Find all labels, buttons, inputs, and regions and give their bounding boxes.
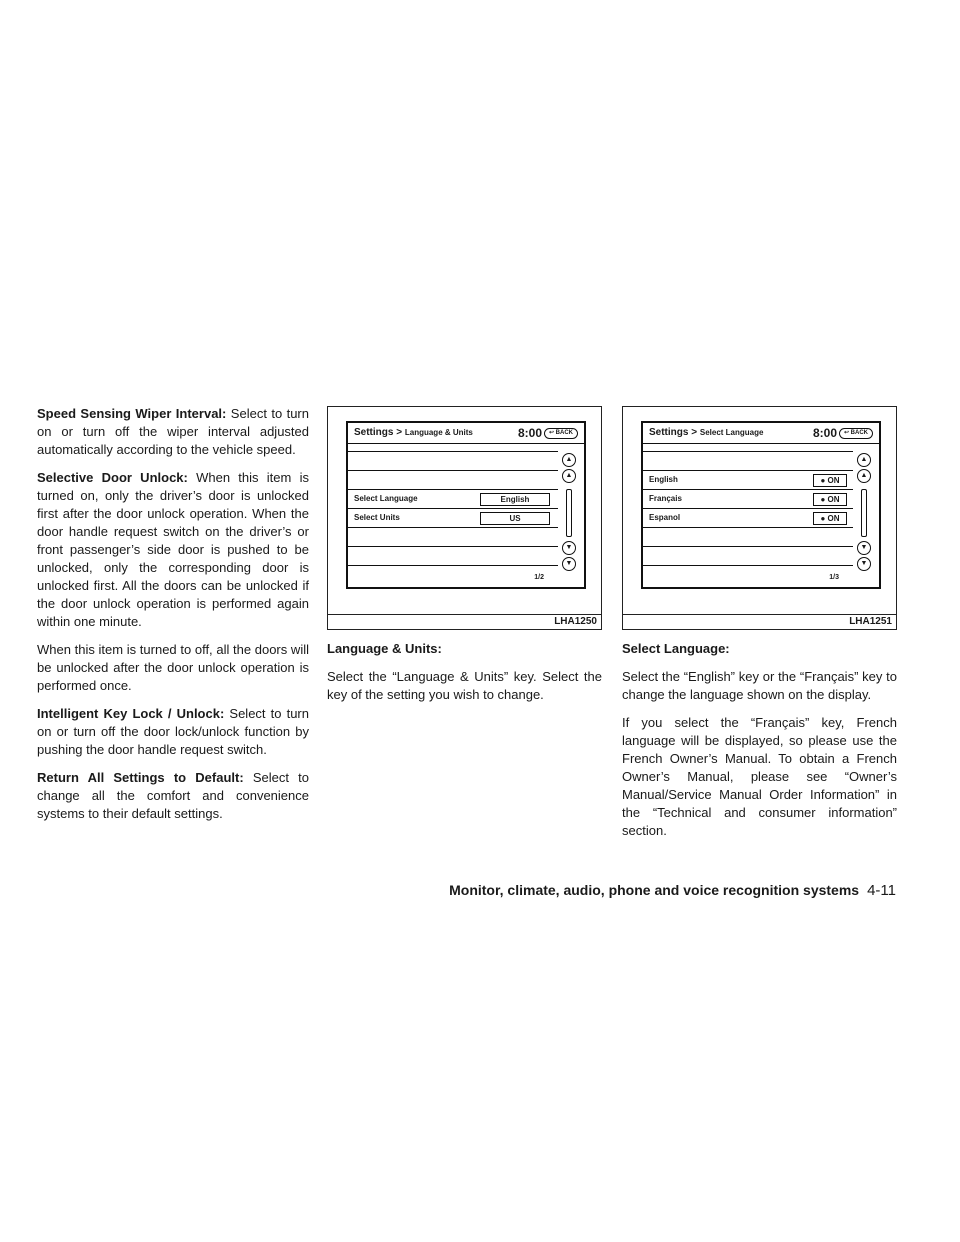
figure-code: LHA1250 [554,616,597,627]
list-item [643,547,853,566]
page-indicator: 1/2 [534,574,544,581]
scroll-down-icon[interactable]: ▼ [857,541,871,555]
divider [328,614,601,615]
list-item [348,547,558,566]
scroll-thumb[interactable] [861,489,867,537]
list-item [643,528,853,547]
clock: 8:00 [517,426,542,440]
paragraph-wiper-interval [37,405,309,459]
scroll-up-icon[interactable]: ▲ [562,453,576,467]
clock: 8:00 [812,426,837,440]
list-item-francais[interactable] [643,490,853,509]
list-item-espanol[interactable] [643,509,853,528]
paragraph-selective-unlock [37,469,309,631]
term: Speed Sensing Wiper Interval: [37,406,227,421]
page-number: 4-11 [867,882,896,899]
list-item [348,528,558,547]
row-label: Espanol [649,513,681,522]
scroll-down-icon[interactable]: ▼ [562,541,576,555]
page-footer [420,882,896,899]
text: Select to turn on or turn off the door lock/unlock function by pushing the door handle request switch. [37,706,309,757]
screen-title-text: Settings > [649,427,698,438]
scroll-up-icon[interactable]: ▲ [857,469,871,483]
scroll-down-icon[interactable]: ▼ [562,557,576,571]
middle-column [327,640,602,714]
on-label: ON [827,495,840,504]
page-indicator: 1/3 [829,574,839,581]
text: Select to turn on or turn off the wiper interval adjusted automatically according to the vehicle speed. [37,406,309,457]
section-heading: Select Language: [622,641,730,656]
section-heading: Language & Units: [327,641,442,656]
on-label: ON [827,514,840,523]
back-button[interactable]: ↩ BACK [839,428,873,439]
section-title: Monitor, climate, audio, phone and voice recognition systems [449,882,860,898]
row-label: Select Units [354,513,400,522]
scroll-up-icon[interactable]: ▲ [562,469,576,483]
row-value: English [480,493,550,506]
scroll-thumb[interactable] [566,489,572,537]
on-indicator: ● ON [813,512,847,525]
right-column [622,640,897,850]
screen-header [348,423,584,444]
on-label: ON [827,476,840,485]
paragraph: If you select the “Français” key, French language will be displayed, so please use the French Owner’s Manual. To obtain a French Owner’s Manual, please see “Owner’s Manual/Service Manual Order Information” in the “Technical and consumer information” section. [622,715,897,838]
back-label: BACK [555,430,574,436]
paragraph: Select the “Language & Units” key. Select the key of the setting you wish to change. [327,669,602,702]
figure-select-language [622,406,897,630]
back-button[interactable]: ↩ BACK [544,428,578,439]
figure-language-units [327,406,602,630]
scroll-down-icon[interactable]: ▼ [857,557,871,571]
screen-subtitle: Language & Units [404,428,473,437]
settings-list [348,451,558,566]
list-item-select-units[interactable] [348,509,558,528]
figure-code: LHA1251 [849,616,892,627]
screen-title [354,423,473,443]
paragraph-intelligent-key [37,705,309,759]
display-screen [641,421,881,589]
row-value: US [480,512,550,525]
display-screen [346,421,586,589]
on-indicator: ● ON [813,493,847,506]
left-column [37,405,309,833]
list-item-select-language[interactable] [348,490,558,509]
screen-subtitle: Select Language [699,428,764,437]
screen-title-text: Settings > [354,427,403,438]
scrollbar[interactable] [558,453,580,571]
divider [623,614,896,615]
term: Selective Door Unlock: [37,470,188,485]
back-label: BACK [850,430,869,436]
term: Intelligent Key Lock / Unlock: [37,706,225,721]
paragraph-return-default [37,769,309,823]
list-item-english[interactable] [643,471,853,490]
list-item [348,471,558,490]
row-label: Select Language [354,494,418,503]
paragraph: Select the “English” key or the “Français” key to change the language shown on the display. [622,669,897,702]
paragraph-unlock-off: When this item is turned to off, all the doors will be unlocked after the door unlock operation is performed once. [37,642,309,693]
term: Return All Settings to Default: [37,770,244,785]
screen-title [649,423,763,443]
row-label: English [649,475,678,484]
scrollbar[interactable] [853,453,875,571]
text: Select to change all the comfort and convenience systems to their default settings. [37,770,309,821]
screen-header [643,423,879,444]
scroll-up-icon[interactable]: ▲ [857,453,871,467]
on-indicator: ● ON [813,474,847,487]
list-item [348,451,558,471]
list-item [643,451,853,471]
text: When this item is turned on, only the driver’s door is unlocked first after the door unlock operation. When the door handle request switch on the driver’s or front passenger’s side door is pushed to be unlocked, only the corresponding door is unlocked first. All the doors can be unlocked if the door unlock operation is performed again within one minute. [37,470,309,629]
language-list [643,451,853,566]
row-label: Français [649,494,682,503]
